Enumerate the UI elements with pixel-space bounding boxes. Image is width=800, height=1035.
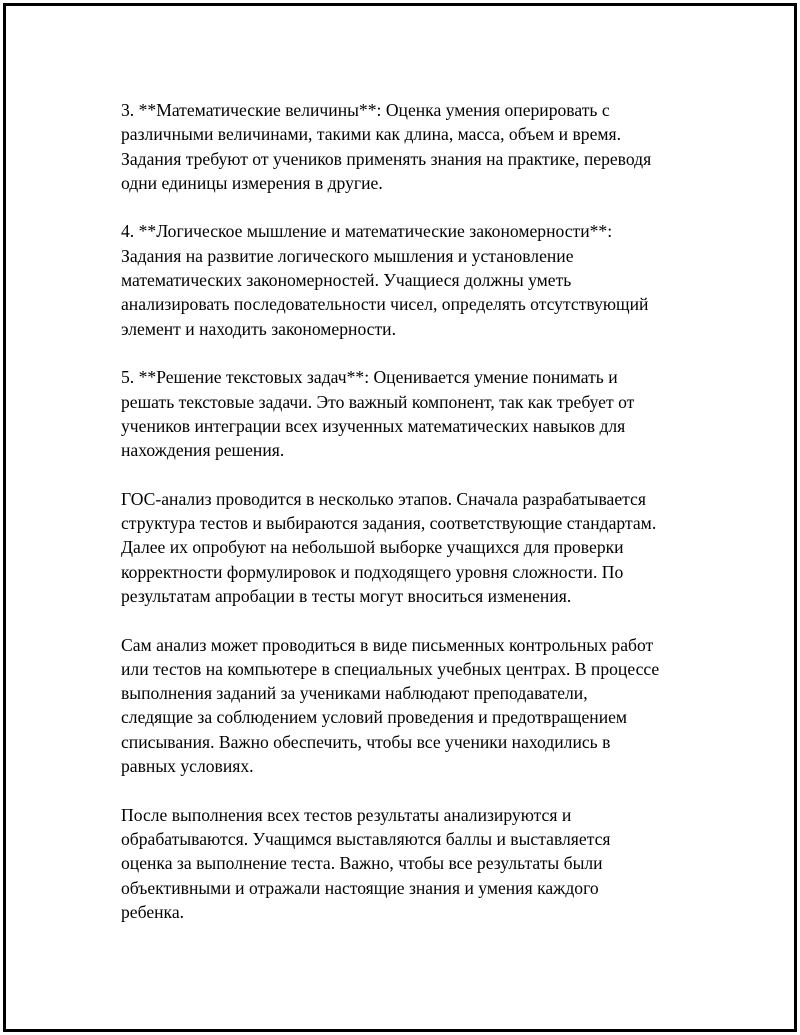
text-line: следящие за соблюдением условий проведения и предотвращением [121,707,628,728]
text-line: Задания требуют от учеников применять знания на практике, переводя [121,148,652,169]
text-line: одни единицы измерения в другие. [121,172,383,193]
text-line: списывания. Важно обеспечить, чтобы все ученики находились в [121,731,611,752]
text-line: равных условиях. [121,756,254,777]
text-line: Сам анализ может проводиться в виде письменных контрольных работ [121,634,654,655]
text-line: или тестов на компьютере в специальных учебных центрах. В процессе [121,658,660,679]
page-frame [3,3,797,1032]
text-line: элемент и находить закономерности. [121,318,396,339]
paragraph-word-problems [121,365,701,462]
text-line: решать текстовые задачи. Это важный компонент, так как требует от [121,391,635,412]
paragraph-results-processing [121,803,701,924]
text-line: нахождения решения. [121,440,285,461]
paragraph-analysis-stages [121,487,701,608]
text-line: ГОС-анализ проводится в несколько этапов. Сначала разрабатывается [121,488,646,509]
text-line: Далее их опробуют на небольшой выборке учащихся для проверки [121,537,624,558]
text-line: структура тестов и выбираются задания, соответствующие стандартам. [121,513,657,534]
text-line: обрабатываются. Учащимся выставляются баллы и выставляется [121,828,611,849]
text-line: математических закономерностей. Учащиеся должны уметь [121,270,572,291]
text-line: Задания на развитие логического мышления и установление [121,245,574,266]
text-line: учеников интеграции всех изученных математических навыков для [121,415,626,436]
text-line: 5. **Решение текстовых задач**: Оценивается умение понимать и [121,367,618,388]
text-line: анализировать последовательности чисел, определять отсутствующий [121,294,649,315]
text-line: 3. **Математические величины**: Оценка умения оперировать с [121,100,610,120]
text-line: объективными и отражали настоящие знания и умения каждого [121,877,599,898]
text-line: ребенка. [121,901,185,922]
text-line: результатам апробации в тесты могут вноситься изменения. [121,585,572,606]
text-line: После выполнения всех тестов результаты анализируются и [121,804,572,825]
text-line: выполнения заданий за учениками наблюдают преподаватели, [121,683,588,704]
paragraph-analysis-conduct [121,633,701,779]
text-line: различными величинами, такими как длина, масса, объем и время. [121,124,622,145]
text-line: оценка за выполнение теста. Важно, чтобы все результаты были [121,853,603,874]
document-body [121,98,701,948]
paragraph-logical-thinking [121,219,701,340]
text-line: корректности формулировок и подходящего уровня сложности. По [121,561,624,582]
text-line: 4. **Логическое мышление и математические закономерности**: [121,221,613,242]
paragraph-mathematical-quantities [121,98,701,195]
